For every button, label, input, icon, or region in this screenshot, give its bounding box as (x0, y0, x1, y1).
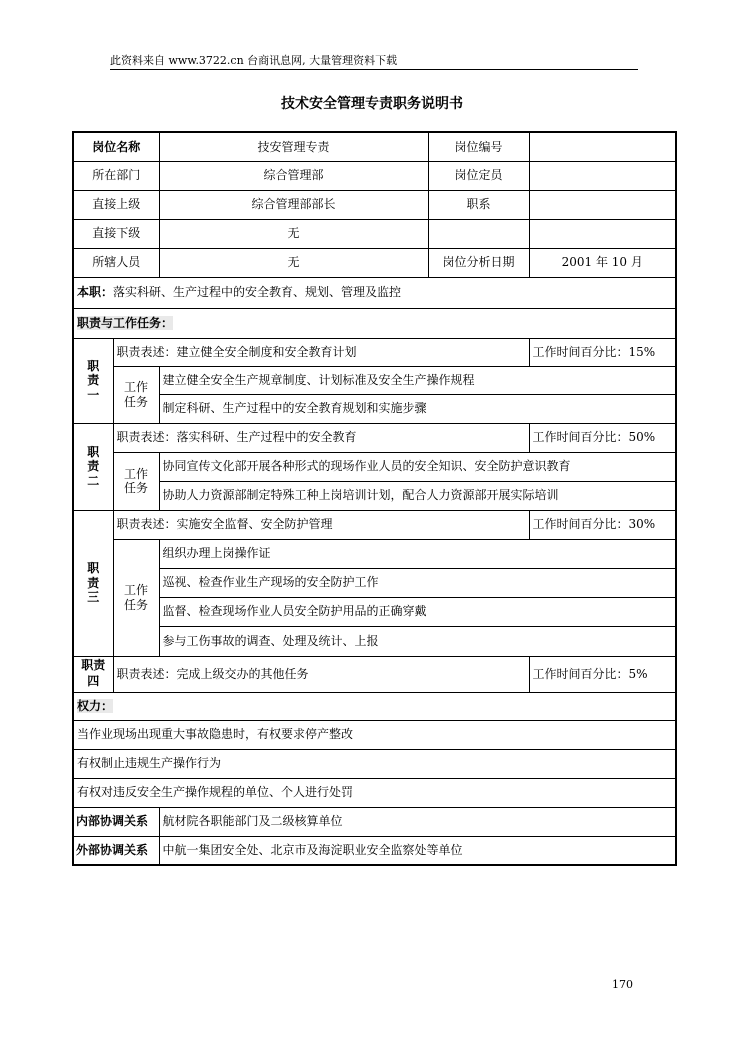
duty-2-task-row (73, 481, 676, 510)
position-no-value (529, 132, 676, 161)
position-name-label: 岗位名称 (73, 132, 159, 161)
info-row-supervised (73, 248, 676, 277)
position-no-label: 岗位编号 (428, 132, 529, 161)
analysis-date-label: 岗位分析日期 (428, 248, 529, 277)
info-row-superior (73, 190, 676, 219)
position-name-value: 技安管理专责 (159, 132, 428, 161)
duty-2-task-label: 工作 任务 (113, 452, 159, 510)
staffing-label: 岗位定员 (428, 161, 529, 190)
analysis-date-value: 2001 年 10 月 (529, 248, 676, 277)
duty-3-task-2: 巡视、检查作业生产现场的安全防护工作 (159, 568, 676, 597)
duty-2-statement: 职责表述：落实科研、生产过程中的安全教育 (113, 423, 529, 452)
external-coordination-label: 外部协调关系 (73, 836, 159, 865)
empty-cell (428, 219, 529, 248)
department-label: 所在部门 (73, 161, 159, 190)
source-header: 此资料来自 www.3722.cn 台商讯息网, 大量管理资料下载 (110, 54, 398, 67)
duty-4-label: 职责 四 (73, 656, 113, 692)
duty-3-label: 职 责 三 (73, 510, 113, 656)
role-label: 本职： (77, 285, 114, 300)
job-family-value (529, 190, 676, 219)
internal-coordination-value: 航材院各职能部门及二级核算单位 (159, 807, 676, 836)
duty-4-time-pct: 工作时间百分比：5% (529, 656, 676, 692)
external-coordination-row (73, 836, 676, 865)
duty-3-task-label: 工作 任务 (113, 539, 159, 656)
authority-heading: 权力： (77, 698, 114, 713)
duty-4-statement: 职责表述：完成上级交办的其他任务 (113, 656, 529, 692)
job-description-table (72, 131, 677, 866)
duty-1-task-label: 工作 任务 (113, 366, 159, 423)
authority-row (73, 778, 676, 807)
page-number: 170 (612, 978, 633, 991)
supervised-value: 无 (159, 248, 428, 277)
duty-3-task-row (73, 568, 676, 597)
authority-row (73, 749, 676, 778)
duty-3-task-row (73, 597, 676, 626)
duty-2-statement-row (73, 423, 676, 452)
subordinate-value: 无 (159, 219, 428, 248)
empty-cell (529, 219, 676, 248)
duty-3-statement-row (73, 510, 676, 539)
authority-heading-cell (73, 692, 676, 720)
duty-1-statement-row (73, 338, 676, 366)
staffing-value (529, 161, 676, 190)
duty-1-task-1: 建立健全安全生产规章制度、计划标准及安全生产操作规程 (159, 366, 676, 394)
info-row-position (73, 132, 676, 161)
document-title: 技术安全管理专责职务说明书 (281, 96, 463, 112)
external-coordination-value: 中航一集团安全处、北京市及海淀职业安全监察处等单位 (159, 836, 676, 865)
duty-2-label: 职 责 二 (73, 423, 113, 510)
internal-coordination-row (73, 807, 676, 836)
supervised-label: 所辖人员 (73, 248, 159, 277)
authority-item-3: 有权对违反安全生产操作规程的单位、个人进行处罚 (73, 778, 676, 807)
authority-heading-row (73, 692, 676, 720)
duty-2-task-1: 协同宣传文化部开展各种形式的现场作业人员的安全知识、安全防护意识教育 (159, 452, 676, 481)
info-row-subordinate (73, 219, 676, 248)
info-row-department (73, 161, 676, 190)
superior-label: 直接上级 (73, 190, 159, 219)
role-text: 落实科研、生产过程中的安全教育、规划、管理及监控 (113, 285, 402, 300)
duties-heading-cell (73, 308, 676, 338)
duty-3-task-4: 参与工伤事故的调查、处理及统计、上报 (159, 626, 676, 656)
duty-3-task-row (73, 626, 676, 656)
superior-value: 综合管理部部长 (159, 190, 428, 219)
duty-3-time-pct: 工作时间百分比：30% (529, 510, 676, 539)
duties-heading: 职责与工作任务： (77, 315, 174, 330)
duty-1-task-2: 制定科研、生产过程中的安全教育规划和实施步骤 (159, 394, 676, 423)
duty-3-task-3: 监督、检查现场作业人员安全防护用品的正确穿戴 (159, 597, 676, 626)
duties-heading-row (73, 308, 676, 338)
duty-2-time-pct: 工作时间百分比：50% (529, 423, 676, 452)
authority-item-2: 有权制止违规生产操作行为 (73, 749, 676, 778)
duty-1-task-row (73, 366, 676, 394)
role-row (73, 277, 676, 308)
duty-2-task-2: 协助人力资源部制定特殊工种上岗培训计划，配合人力资源部开展实际培训 (159, 481, 676, 510)
authority-row (73, 720, 676, 749)
role-cell (73, 277, 676, 308)
duty-4-statement-row (73, 656, 676, 692)
duty-1-time-pct: 工作时间百分比：15% (529, 338, 676, 366)
authority-item-1: 当作业现场出现重大事故隐患时，有权要求停产整改 (73, 720, 676, 749)
internal-coordination-label: 内部协调关系 (73, 807, 159, 836)
duty-1-task-row (73, 394, 676, 423)
duty-3-task-row (73, 539, 676, 568)
department-value: 综合管理部 (159, 161, 428, 190)
duty-2-task-row (73, 452, 676, 481)
job-family-label: 职系 (428, 190, 529, 219)
duty-3-task-1: 组织办理上岗操作证 (159, 539, 676, 568)
duty-1-label: 职 责 一 (73, 338, 113, 423)
duty-1-statement: 职责表述：建立健全安全制度和安全教育计划 (113, 338, 529, 366)
duty-3-statement: 职责表述：实施安全监督、安全防护管理 (113, 510, 529, 539)
subordinate-label: 直接下级 (73, 219, 159, 248)
header-divider (110, 69, 638, 70)
